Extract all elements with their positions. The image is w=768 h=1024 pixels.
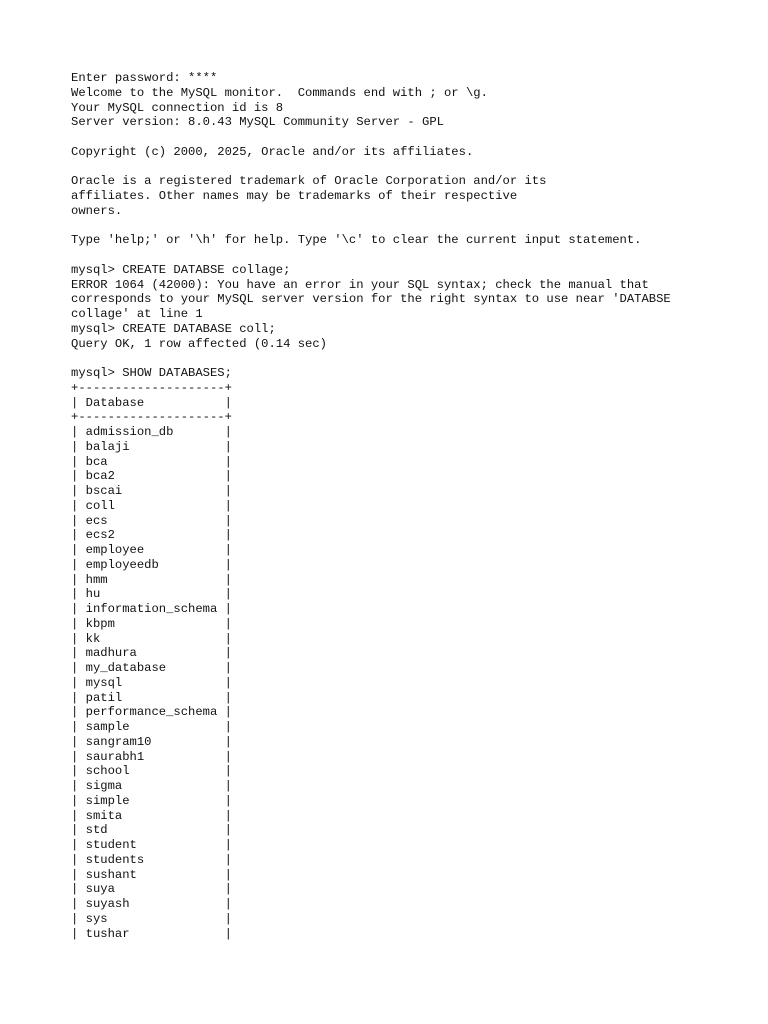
output-line: corresponds to your MySQL server version for the right syntax to use near 'DATABSE (71, 292, 671, 307)
table-row: | ecs | (71, 513, 232, 528)
table-row: | patil | (71, 690, 232, 705)
banner-line: Oracle is a registered trademark of Oracle Corporation and/or its (71, 174, 547, 189)
table-row: | bca | (71, 454, 232, 469)
table-row: | employeedb | (71, 557, 232, 572)
table-row: | hu | (71, 587, 232, 602)
table-border-top: +--------------------+ (71, 380, 232, 395)
banner-line: owners. (71, 203, 123, 218)
table-row: | mysql | (71, 675, 232, 690)
table-row: | school | (71, 764, 232, 779)
table-row: | student | (71, 838, 232, 852)
banner-line: Copyright (c) 2000, 2025, Oracle and/or its affiliates. (71, 144, 474, 159)
table-row: | ecs2 | (71, 528, 232, 543)
table-row: | sigma | (71, 779, 232, 793)
table-row: | bca2 | (71, 469, 232, 484)
blank-line (71, 219, 751, 234)
blank-line (71, 351, 751, 366)
table-row: | balaji | (71, 439, 232, 454)
table-rows (71, 425, 751, 941)
command-line: mysql> SHOW DATABASES; (71, 366, 232, 380)
blank-line (71, 248, 751, 263)
command-line: mysql> CREATE DATABSE collage; (71, 262, 291, 277)
table-row: | coll | (71, 498, 232, 513)
table-border-header: +--------------------+ (71, 410, 232, 425)
table-row: | saurabh1 | (71, 749, 232, 764)
table-row: | std | (71, 823, 232, 838)
table-row: | hmm | (71, 572, 232, 587)
table-row: | suyash | (71, 897, 232, 911)
table-row: | sangram10 | (71, 734, 232, 749)
connection-banner (71, 71, 751, 263)
table-row: | kbpm | (71, 616, 232, 631)
blank-line (71, 130, 751, 145)
table-row: | simple | (71, 793, 232, 808)
table-row: | performance_schema | (71, 705, 232, 720)
command-line: mysql> CREATE DATABASE coll; (71, 321, 276, 336)
output-line: collage' at line 1 (71, 307, 203, 321)
table-row: | madhura | (71, 646, 232, 661)
table-row: | my_database | (71, 661, 232, 675)
error-line: ERROR 1064 (42000): You have an error in your SQL syntax; check the manual that (71, 277, 649, 292)
banner-line: Your MySQL connection id is 8 (71, 100, 284, 115)
banner-line: affiliates. Other names may be trademarks of their respective (71, 189, 518, 203)
command-history (71, 263, 751, 381)
table-row: | sample | (71, 720, 232, 734)
table-row: | sushant | (71, 867, 232, 882)
blank-line (71, 160, 751, 175)
table-header: | Database | (71, 395, 232, 410)
banner-line: Welcome to the MySQL monitor. Commands end with ; or \g. (71, 85, 488, 100)
banner-line: Type 'help;' or '\h' for help. Type '\c' to clear the current input statement. (71, 233, 642, 248)
banner-line: Enter password: **** (71, 71, 218, 85)
table-row: | smita | (71, 808, 232, 823)
output-line: Query OK, 1 row affected (0.14 sec) (71, 336, 327, 351)
terminal-output[interactable] (71, 71, 751, 941)
table-row: | information_schema | (71, 602, 232, 616)
table-row: | employee | (71, 543, 232, 557)
banner-line: Server version: 8.0.43 MySQL Community Server - GPL (71, 115, 444, 130)
table-row: | kk | (71, 631, 232, 646)
table-row: | students | (71, 852, 232, 867)
table-row: | tushar | (71, 926, 232, 941)
table-row: | suya | (71, 882, 232, 897)
table-row: | sys | (71, 911, 232, 926)
databases-result-table (71, 381, 751, 942)
table-row: | admission_db | (71, 425, 232, 439)
table-row: | bscai | (71, 484, 232, 498)
